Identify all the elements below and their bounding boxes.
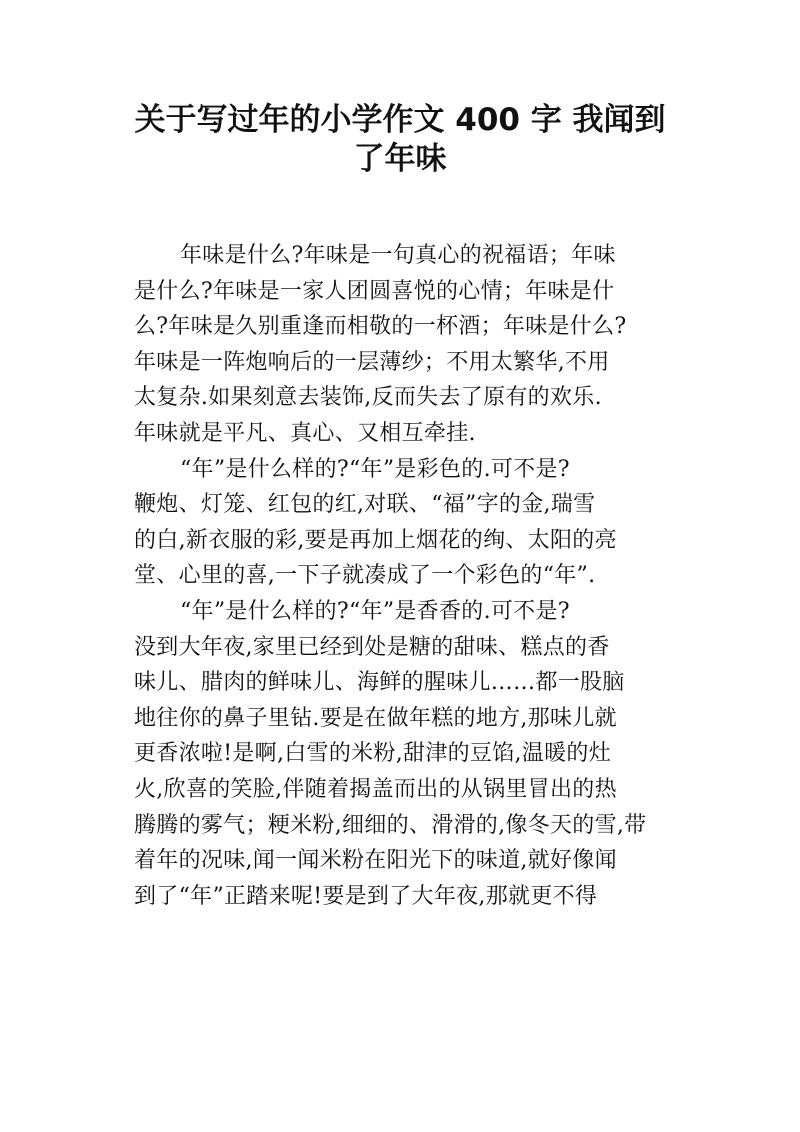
paragraph-line: “年”是什么样的?“年”是香香的.可不是? <box>180 598 570 624</box>
document-title-line-2: 了年味 <box>353 141 447 177</box>
paragraph-line: “年”是什么样的?“年”是彩色的.可不是? <box>180 456 570 482</box>
paragraph-line: 鞭炮、灯笼、红包的红,对联、“福”字的金,瑞雪 <box>134 492 596 518</box>
paragraph-line: 的白,新衣服的彩,要是再加上烟花的绚、太阳的亮 <box>134 527 617 553</box>
paragraph-line: 年味是一阵炮响后的一层薄纱；不用太繁华,不用 <box>134 349 610 375</box>
paragraph-line: 到了“年”正踏来呢!要是到了大年夜,那就更不得 <box>134 883 598 909</box>
paragraph-line: 么?年味是久别重逢而相敬的一杯酒；年味是什么? <box>134 314 627 340</box>
paragraph-line: 更香浓啦!是啊,白雪的米粉,甜津的豆馅,温暖的灶 <box>134 741 612 767</box>
paragraph-line: 没到大年夜,家里已经到处是糖的甜味、糕点的香 <box>134 634 610 660</box>
paragraph-line: 腾腾的雾气；粳米粉,细细的、滑滑的,像冬天的雪,带 <box>134 812 647 838</box>
paragraph-line: 着年的况味,闻一闻米粉在阳光下的味道,就好像闻 <box>134 848 617 874</box>
paragraph-line: 火,欣喜的笑脸,伴随着揭盖而出的从锅里冒出的热 <box>134 776 617 802</box>
paragraph-line: 是什么?年味是一家人团圆喜悦的心情；年味是什 <box>134 278 615 304</box>
paragraph-line: 堂、心里的喜,一下子就凑成了一个彩色的“年”. <box>134 563 596 589</box>
paragraph-line: 年味是什么?年味是一句真心的祝福语；年味 <box>180 243 616 268</box>
document-body <box>134 238 734 914</box>
document-title-line-1: 关于写过年的小学作文 400 字 我闻到 <box>134 102 666 138</box>
paragraph-line: 太复杂.如果刻意去装饰,反而失去了原有的欢乐. <box>134 385 602 411</box>
paragraph-line: 味儿、腊肉的鲜味儿、海鲜的腥味儿……都一股脑 <box>134 670 625 696</box>
paragraph-line: 年味就是平凡、真心、又相互牵挂. <box>134 420 476 446</box>
paragraph-line: 地往你的鼻子里钻.要是在做年糕的地方,那味儿就 <box>134 705 617 731</box>
